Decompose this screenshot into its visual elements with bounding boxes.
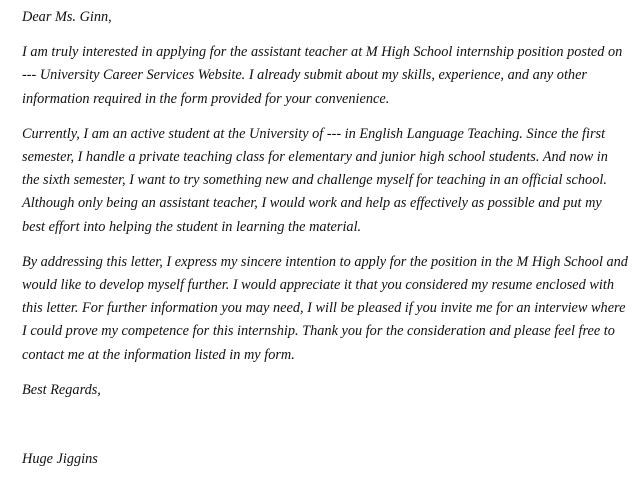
- paragraph-background: Currently, I am an active student at the University of --- in English Language Teaching. Since the first semester, I handle a private teaching class for elementary and junior high school students. And now in the sixth semester, I want to try something new and challenge myself for teaching in an official school. Although only being an assistant teacher, I would work and help as effectively as possible and put my best effort into helping the student in learning the material.: [22, 125, 608, 235]
- signature-name: Huge Jiggins: [22, 451, 98, 468]
- paragraph-closing-statement: By addressing this letter, I express my sincere intention to apply for the position in the M High School and would like to develop myself further. I would appreciate it that you considered my resume enclosed with this letter. For further information you may need, I will be pleased if you invite me for an interview where I could prove my competence for this internship. Thank you for the consideration and please feel free to contact me at the information listed in my form.: [22, 253, 628, 363]
- paragraph-intro: I am truly interested in applying for the assistant teacher at M High School internship position posted on --- University Career Services Website. I already submit about my skills, experience, and any other information required in the form provided for your convenience.: [22, 44, 623, 107]
- salutation: Dear Ms. Ginn,: [22, 9, 112, 25]
- cover-letter: [22, 6, 628, 471]
- closing-line: Best Regards,: [22, 381, 101, 398]
